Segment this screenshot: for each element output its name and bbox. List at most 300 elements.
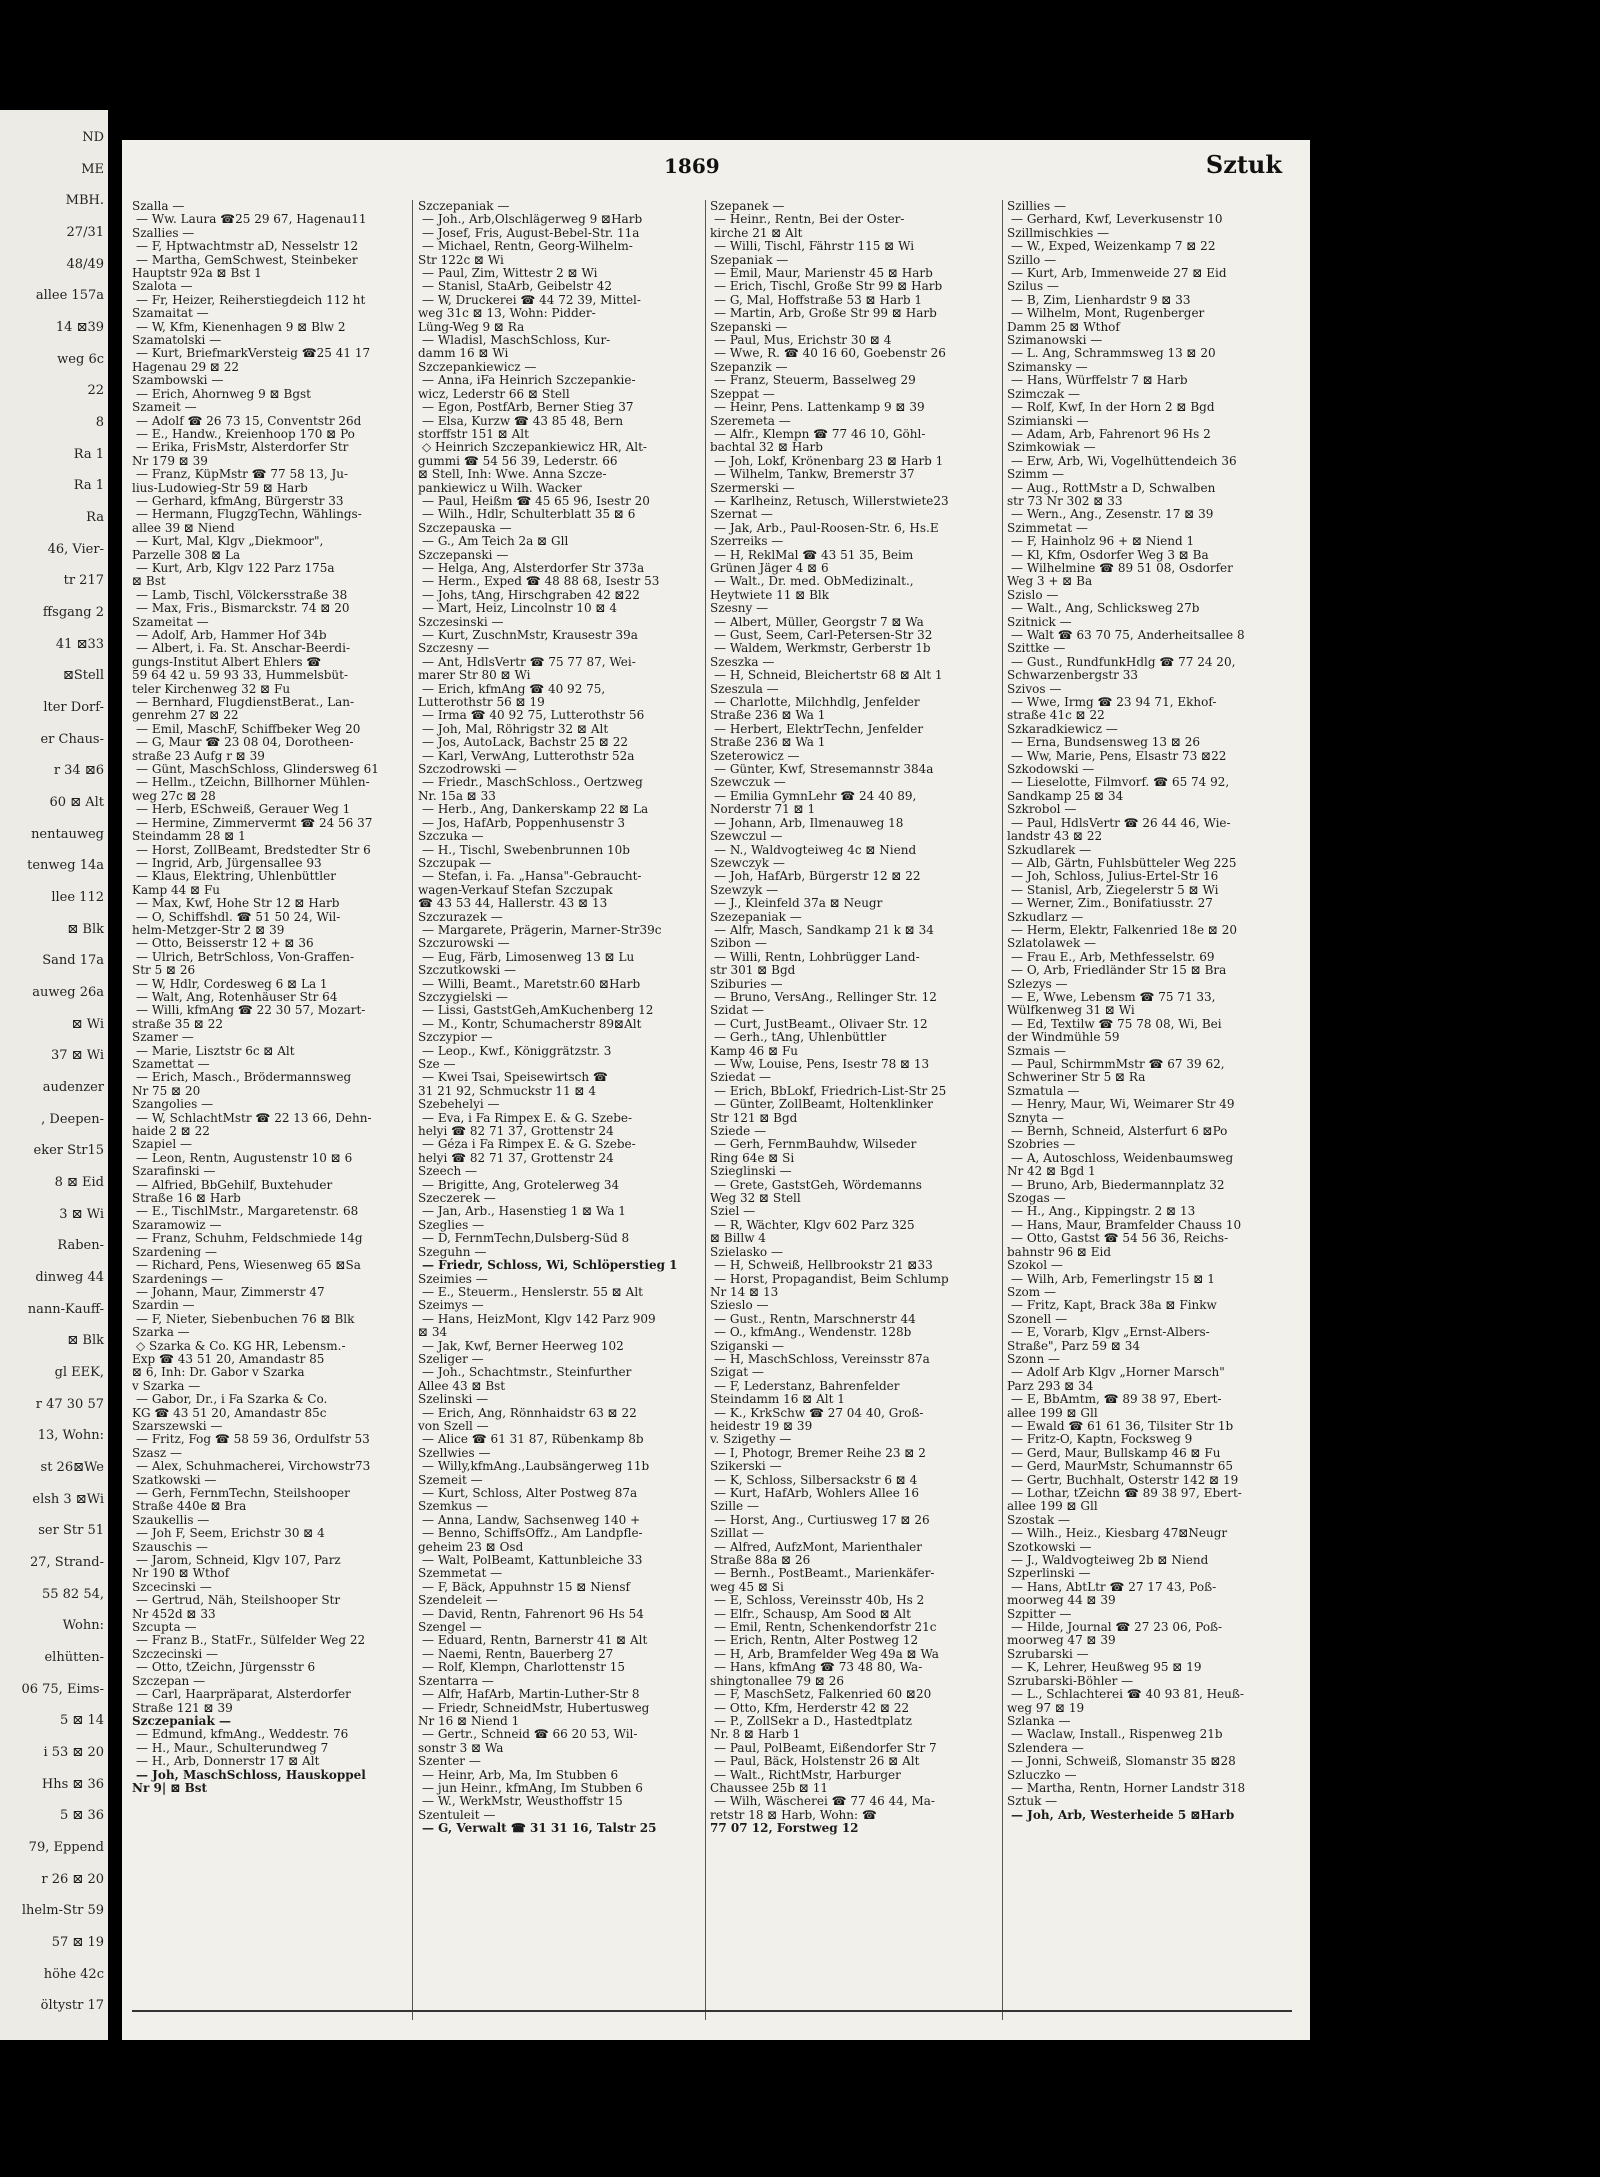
directory-entry: — Fritz, Fog ☎ 58 59 36, Ordulfstr 53: [136, 1433, 370, 1447]
directory-entry: Szczesny —: [418, 642, 490, 656]
directory-entry: moorweg 44 ⊠ 39: [1007, 1594, 1116, 1608]
directory-entry: — Wilh, Wäscherei ☎ 77 46 44, Ma-: [714, 1795, 935, 1809]
directory-entry: — Adolf, Arb, Hammer Hof 34b: [136, 629, 327, 642]
directory-entry: Szitnick —: [1007, 615, 1072, 629]
directory-entry: Szobries —: [1007, 1138, 1076, 1152]
directory-entry: Szillies —: [1007, 200, 1066, 213]
directory-entry: Nr 179 ⊠ 39: [132, 454, 208, 468]
directory-entry: — K., KrkSchw ☎ 27 04 40, Groß-: [714, 1406, 924, 1420]
left-page-fragment: ⊠Stell: [62, 668, 104, 684]
left-page-fragment: 60 ⊠ Alt: [49, 795, 104, 810]
left-page-fragment: eker Str15: [33, 1143, 104, 1159]
directory-entry: — Stanisl, StaArb, Geibelstr 42: [422, 280, 613, 294]
directory-entry: Sznyta —: [1007, 1111, 1064, 1125]
directory-entry: — E, BbAmtm, ☎ 89 38 97, Ebert-: [1011, 1393, 1222, 1407]
directory-entry: helyi ☎ 82 71 37, Grottenstr 24: [418, 1151, 614, 1165]
left-page-fragment: Hhs ⊠ 36: [41, 1776, 104, 1792]
left-page-fragment: Raben-: [57, 1238, 104, 1254]
directory-entry: Szislo —: [1007, 588, 1059, 602]
directory-entry: Szepanek —: [710, 200, 785, 213]
directory-entry: Szarafinski —: [132, 1165, 216, 1179]
directory-entry: — Waclaw, Install., Rispenweg 21b: [1011, 1728, 1223, 1742]
directory-entry: — Martin, Arb, Große Str 99 ⊠ Harb: [714, 307, 937, 321]
directory-entry: — F, Hptwachtmstr aD, Nesselstr 12: [136, 240, 359, 254]
directory-entry: — Alfried, BbGehilf, Buxtehuder: [136, 1178, 333, 1192]
directory-entry: Szibon —: [710, 937, 767, 951]
directory-entry: — Géza i Fa Rimpex E. & G. Szebe-: [422, 1138, 636, 1152]
directory-entry: Hagenau 29 ⊠ 22: [132, 360, 240, 374]
directory-entry: — Gerhard, Kwf, Leverkusenstr 10: [1011, 213, 1223, 227]
directory-entry: Szeguhn —: [418, 1245, 487, 1259]
directory-entry: — Jak, Arb., Paul-Roosen-Str. 6, Hs.E: [714, 521, 939, 535]
directory-entry: — Mart, Heiz, Lincolnstr 10 ⊠ 4: [422, 602, 617, 616]
directory-entry: — J., Waldvogteiweg 2b ⊠ Niend: [1011, 1554, 1209, 1568]
directory-entry: — Kwei Tsai, Speisewirtsch ☎: [422, 1071, 608, 1085]
directory-entry: gungs-Institut Albert Ehlers ☎: [132, 655, 322, 669]
directory-entry: Szkaradkiewicz —: [1007, 722, 1118, 736]
directory-entry: — Hans, AbtLtr ☎ 27 17 43, Poß-: [1011, 1580, 1217, 1594]
directory-entry: — Heinr, Pens. Lattenkamp 9 ⊠ 39: [714, 401, 925, 415]
directory-entry: — Günter, Kwf, Stresemannstr 384a: [714, 763, 934, 777]
directory-entry: — E., Steuerm., Henslerstr. 55 ⊠ Alt: [422, 1285, 643, 1299]
directory-entry: Sziel —: [710, 1205, 756, 1219]
directory-entry: Szlatolawek —: [1007, 937, 1097, 951]
directory-entry: — Lothar, tZeichn ☎ 89 38 97, Ebert-: [1011, 1487, 1242, 1500]
directory-entry: — Curt, JustBeamt., Olivaer Str. 12: [714, 1017, 928, 1031]
directory-entry: — Otto, Kfm, Herderstr 42 ⊠ 22: [714, 1701, 910, 1715]
left-page-fragment: llee 112: [51, 890, 104, 905]
directory-entry: — Kurt, Arb, Klgv 122 Parz 175a: [136, 561, 335, 575]
directory-entry: — Herbert, ElektrTechn, Jenfelder: [714, 722, 924, 736]
directory-entry: — Elfr., Schausp, Am Sood ⊠ Alt: [714, 1607, 911, 1621]
directory-entry: Szimmetat —: [1007, 521, 1088, 535]
directory-entry: — B, Zim, Lienhardstr 9 ⊠ 33: [1011, 293, 1191, 307]
directory-entry: — Alfred, AufzMont, Marienthaler: [714, 1540, 922, 1554]
directory-entry: Szmatula —: [1007, 1084, 1080, 1098]
directory-entry: Szczepan —: [132, 1674, 206, 1688]
directory-entry: — Wwe, Irmg ☎ 23 94 71, Ekhof-: [1011, 696, 1217, 710]
directory-entry: Szczutkowski —: [418, 964, 516, 978]
directory-entry: Nr 190 ⊠ Wthof: [132, 1567, 230, 1581]
directory-entry: der Windmühle 59: [1007, 1031, 1120, 1045]
directory-entry: — Eva, i Fa Rimpex E. & G. Szebe-: [422, 1111, 633, 1125]
directory-entry: — Marie, Lisztstr 6c ⊠ Alt: [136, 1044, 295, 1058]
directory-entry: Steindamm 16 ⊠ Alt 1: [710, 1393, 845, 1407]
directory-entry: — Wilhelm, Mont, Rugenberger: [1011, 307, 1205, 321]
directory-entry: Szepanski —: [710, 320, 788, 334]
directory-entry: Szaukellis —: [132, 1513, 210, 1527]
directory-entry: weg 27c ⊠ 28: [132, 789, 216, 803]
directory-entry: Szittke —: [1007, 642, 1066, 656]
directory-entry: — Joh, Mal, Röhrigstr 32 ⊠ Alt: [422, 722, 609, 736]
directory-entry: bachtal 32 ⊠ Harb: [710, 441, 823, 455]
left-page-fragment: 57 ⊠ 19: [51, 1935, 104, 1950]
left-page-fragment: öltystr 17: [40, 1998, 104, 2014]
directory-entry: — P., ZollSekr a D., Hastedtplatz: [714, 1714, 912, 1728]
left-page-fragment: allee 157a: [35, 288, 104, 304]
directory-entry: teler Kirchenweg 32 ⊠ Fu: [132, 682, 291, 696]
directory-entry: — Erich, kfmAng ☎ 40 92 75,: [422, 682, 606, 696]
directory-entry: Szczypior —: [418, 1031, 493, 1045]
directory-entry: Szalota —: [132, 280, 193, 294]
directory-entry: — Wilh., Heiz., Kiesbarg 47⊠Neugr: [1011, 1527, 1228, 1541]
directory-entry: Szeimies —: [418, 1272, 488, 1286]
directory-entry: Szeszula —: [710, 682, 779, 696]
directory-entry: Szpitter —: [1007, 1607, 1072, 1621]
directory-entry: — Horst, ZollBeamt, Bredstedter Str 6: [136, 843, 371, 857]
directory-entry: Szillmischkies —: [1007, 226, 1110, 240]
directory-entry: — Martha, GemSchwest, Steinbeker: [136, 253, 358, 267]
left-page-fragment: , Deepen-: [41, 1111, 104, 1127]
directory-entry: — Gerh, FernmBauhdw, Wilseder: [714, 1138, 917, 1152]
directory-entry: Ring 64e ⊠ Si: [710, 1151, 795, 1165]
directory-entry: Heytwiete 11 ⊠ Blk: [710, 588, 829, 602]
directory-entry: — Anna, Landw, Sachsenweg 140 +: [422, 1513, 641, 1527]
directory-entry: Szczygielski —: [418, 990, 508, 1004]
directory-entry: Szikerski —: [710, 1460, 782, 1474]
directory-entry: — Paul, PolBeamt, Eißendorfer Str 7: [714, 1741, 937, 1755]
directory-entry: — Jan, Arb., Hasenstieg 1 ⊠ Wa 1: [422, 1205, 626, 1219]
directory-entry: Szkudlarz —: [1007, 910, 1084, 924]
directory-entry: ⊠ Bst: [132, 575, 166, 589]
directory-entry: Szogas —: [1007, 1192, 1066, 1206]
directory-entry: Szillat —: [710, 1527, 764, 1541]
directory-entry: — Gertr, Buchhalt, Osterstr 142 ⊠ 19: [1011, 1473, 1239, 1487]
directory-entry: Sze —: [418, 1058, 456, 1071]
directory-entry: — Ant, HdlsVertr ☎ 75 77 87, Wei-: [422, 655, 636, 669]
directory-entry: ⊠ 6, Inh: Dr. Gabor v Szarka: [132, 1366, 305, 1380]
directory-entry: sonstr 3 ⊠ Wa: [418, 1741, 504, 1755]
directory-entry: — Adam, Arb, Fahrenort 96 Hs 2: [1011, 427, 1211, 441]
directory-entry: gummi ☎ 54 56 39, Lederstr. 66: [418, 454, 618, 468]
directory-entry: von Szell —: [418, 1419, 489, 1433]
left-page-fragment: nann-Kauff-: [27, 1301, 104, 1317]
directory-entry: — L. Ang, Schrammsweg 13 ⊠ 20: [1011, 347, 1216, 361]
directory-entry: Szebehelyi —: [418, 1098, 500, 1112]
directory-entry: Szonell —: [1007, 1312, 1068, 1326]
directory-entry: — Erich, Ahornweg 9 ⊠ Bgst: [136, 387, 311, 401]
directory-entry: Szonn —: [1007, 1352, 1061, 1366]
directory-entry: Szkudlarek —: [1007, 843, 1092, 857]
directory-entry: — W, Druckerei ☎ 44 72 39, Mittel-: [422, 293, 641, 307]
directory-entry: — Joh, HafArb, Bürgerstr 12 ⊠ 22: [714, 870, 921, 884]
directory-entry: — W, SchlachtMstr ☎ 22 13 66, Dehn-: [136, 1111, 372, 1125]
directory-entry: — Walt., Dr. med. ObMedizinalt.,: [714, 575, 914, 589]
directory-entry: — Walt, PolBeamt, Kattunbleiche 33: [422, 1554, 643, 1568]
directory-entry: — Gerd, MaurMstr, Schumannstr 65: [1011, 1460, 1233, 1474]
directory-entry: v. Szigethy —: [710, 1433, 792, 1447]
directory-entry: — David, Rentn, Fahrenort 96 Hs 54: [422, 1607, 644, 1621]
directory-entry: Szendeleit —: [418, 1594, 498, 1608]
directory-entry: — Paul, Bäck, Holstenstr 26 ⊠ Alt: [714, 1755, 920, 1769]
directory-entry: Szalla —: [132, 200, 185, 213]
directory-entry: haide 2 ⊠ 22: [132, 1125, 210, 1139]
directory-entry: moorweg 47 ⊠ 39: [1007, 1634, 1116, 1648]
left-page-fragment: weg 6c: [57, 351, 104, 367]
directory-entry: — Hermine, Zimmervermt ☎ 24 56 37: [136, 816, 373, 830]
left-page-fragment: 27/31: [66, 225, 104, 240]
directory-entry: Szemkus —: [418, 1500, 488, 1514]
directory-entry: — J., Kleinfeld 37a ⊠ Neugr: [714, 897, 883, 911]
directory-entry: — Stanisl, Arb, Ziegelerstr 5 ⊠ Wi: [1011, 883, 1219, 897]
directory-entry: — Michael, Rentn, Georg-Wilhelm-: [422, 240, 633, 254]
column-1: [132, 200, 407, 2030]
directory-entry: Straße 88a ⊠ 26: [710, 1554, 811, 1568]
directory-entry: — Hellm., tZeichn, Billhorner Mühlen-: [136, 776, 370, 790]
directory-entry: Szardenings —: [132, 1272, 224, 1286]
directory-entry: — Paul, Zim, Wittestr 2 ⊠ Wi: [422, 267, 598, 281]
directory-entry: Szczepauska —: [418, 521, 512, 535]
directory-entry: — Erich, Tischl, Große Str 99 ⊠ Harb: [714, 280, 943, 294]
directory-entry: Nr 9| ⊠ Bst: [132, 1781, 208, 1795]
directory-entry: — Rolf, Klempn, Charlottenstr 15: [422, 1661, 626, 1675]
directory-entry: Szamer —: [132, 1031, 194, 1045]
directory-entry: — Emil, Rentn, Schenkendorfstr 21c: [714, 1621, 937, 1635]
directory-entry: — Gertr., Schneid ☎ 66 20 53, Wil-: [422, 1728, 638, 1742]
directory-entry: Szczuka —: [418, 830, 484, 844]
left-page-fragment: ffsgang 2: [42, 605, 104, 620]
directory-entry: — H., Arb, Donnerstr 17 ⊠ Alt: [136, 1755, 320, 1769]
directory-entry: Szkodowski —: [1007, 763, 1095, 777]
directory-entry: — N., Waldvogteiweg 4c ⊠ Niend: [714, 843, 917, 857]
directory-entry: — Otto, Beisserstr 12 + ⊠ 36: [136, 937, 314, 951]
directory-entry: — Walt ☎ 63 70 75, Anderheitsallee 8: [1011, 629, 1245, 642]
directory-entry: kirche 21 ⊠ Alt: [710, 226, 803, 240]
directory-entry: Allee 43 ⊠ Bst: [418, 1379, 506, 1393]
directory-entry: — H., Maur., Schulterundweg 7: [136, 1741, 329, 1755]
left-page-fragment: MBH.: [65, 193, 104, 209]
directory-entry: — Jos, AutoLack, Bachstr 25 ⊠ 22: [422, 736, 628, 750]
left-page-fragment: Ra 1: [73, 446, 104, 462]
directory-entry: — Erich, Rentn, Alter Postweg 12: [714, 1634, 919, 1648]
directory-entry: — Kurt, HafArb, Wohlers Allee 16: [714, 1487, 919, 1500]
left-page-fragment: 8 ⊠ Eid: [54, 1175, 104, 1190]
directory-entry: Szentarra —: [418, 1674, 494, 1688]
directory-entry: — O., kfmAng., Wendenstr. 128b: [714, 1326, 912, 1340]
directory-entry: — Margarete, Prägerin, Marner-Str39c: [422, 923, 662, 937]
directory-entry: — Kurt, ZuschnMstr, Krausestr 39a: [422, 629, 638, 642]
directory-entry: marer Str 80 ⊠ Wi: [418, 669, 531, 683]
directory-entry: Szesny —: [710, 602, 769, 616]
directory-entry: Szeterowicz —: [710, 749, 800, 763]
directory-entry: — Ww, Louise, Pens, Isestr 78 ⊠ 13: [714, 1058, 930, 1071]
directory-entry: — Erich, BbLokf, Friedrich-List-Str 25: [714, 1084, 947, 1098]
directory-entry: Szilus —: [1007, 280, 1059, 294]
directory-entry: — Bernh., PostBeamt., Marienkäfer-: [714, 1567, 935, 1581]
left-page-fragment: 79, Eppend: [28, 1840, 104, 1855]
directory-entry: — Frau E., Arb, Methfesselstr. 69: [1011, 950, 1215, 964]
directory-entry: — Alfr, Masch, Sandkamp 21 k ⊠ 34: [714, 923, 934, 937]
directory-entry: — H., Tischl, Swebenbrunnen 10b: [422, 843, 630, 857]
directory-entry: — G, Maur ☎ 23 08 04, Dorotheen-: [136, 736, 354, 750]
directory-entry: Szieslo —: [710, 1299, 769, 1313]
directory-entry: Szamatolski —: [132, 334, 222, 348]
left-page-fragment: 41 ⊠33: [55, 636, 104, 652]
directory-entry: — Max, Fris., Bismarckstr. 74 ⊠ 20: [136, 602, 350, 616]
directory-entry: — Herb, ESchweiß, Gerauer Weg 1: [136, 803, 351, 817]
directory-entry: — Naemi, Rentn, Bauerberg 27: [422, 1647, 614, 1661]
directory-entry: — Henry, Maur, Wi, Weimarer Str 49: [1011, 1098, 1235, 1112]
directory-entry: — Horst, Ang., Curtiusweg 17 ⊠ 26: [714, 1513, 930, 1527]
directory-entry: — Ulrich, BetrSchloss, Von-Graffen-: [136, 950, 355, 964]
directory-entry: — Edmund, kfmAng., Weddestr. 76: [136, 1728, 349, 1742]
directory-entry: Szeimys —: [418, 1299, 484, 1313]
directory-entry: — Werner, Zim., Bonifatiusstr. 27: [1011, 897, 1213, 911]
directory-entry: Szille —: [710, 1500, 759, 1514]
directory-entry: — Josef, Fris, August-Bebel-Str. 11a: [422, 226, 640, 240]
left-page-fragment: 5 ⊠ 14: [60, 1713, 104, 1729]
directory-entry: — Willi, kfmAng ☎ 22 30 57, Mozart-: [136, 1004, 366, 1018]
directory-entry: — F, Hainholz 96 + ⊠ Niend 1: [1011, 535, 1195, 549]
directory-entry: — Herm, Elektr, Falkenried 18e ⊠ 20: [1011, 923, 1238, 937]
directory-entry: — Kurt, BriefmarkVersteig ☎25 41 17: [136, 347, 371, 361]
directory-entry: — L., Schlachterei ☎ 40 93 81, Heuß-: [1011, 1688, 1244, 1702]
directory-entry: straße 41c ⊠ 22: [1007, 709, 1105, 723]
column-3: [710, 200, 998, 2030]
left-page-fragment: 37 ⊠ Wi: [51, 1048, 104, 1064]
directory-entry: — Wladisl, MaschSchloss, Kur-: [422, 334, 611, 348]
directory-entry: Szczodrowski —: [418, 763, 517, 777]
directory-entry: — Joh, MaschSchloss, Hauskoppel: [136, 1768, 366, 1782]
directory-entry: — O, Schiffshdl. ☎ 51 50 24, Wil-: [136, 910, 341, 924]
directory-entry: — Willi, Beamt., Maretstr.60 ⊠Harb: [422, 977, 641, 991]
directory-entry: Szimczak —: [1007, 387, 1081, 401]
directory-entry: Szewczul —: [710, 830, 783, 844]
directory-page: [122, 140, 1310, 2040]
directory-entry: Szauschis —: [132, 1540, 208, 1554]
directory-entry: — Erich, Ang, Rönnhaidstr 63 ⊠ 22: [422, 1406, 637, 1420]
directory-entry: — Albert, i. Fa. St. Anschar-Beerdi-: [136, 642, 351, 656]
left-page-fragment: 22: [87, 383, 104, 399]
directory-entry: — Paul, SchirmmMstr ☎ 67 39 62,: [1011, 1058, 1225, 1071]
directory-entry: genrehm 27 ⊠ 22: [132, 709, 239, 723]
directory-entry: — Jak, Kwf, Berner Heerweg 102: [422, 1339, 624, 1353]
directory-entry: Szlendera —: [1007, 1741, 1084, 1755]
left-page-fragment: 8: [95, 415, 104, 430]
directory-entry: — Martha, Rentn, Horner Landstr 318: [1011, 1781, 1246, 1795]
directory-entry: ⊠ 34: [418, 1326, 448, 1340]
directory-entry: — Aug., RottMstr a D, Schwalben: [1011, 481, 1216, 495]
directory-entry: — Wern., Ang., Zesenstr. 17 ⊠ 39: [1011, 508, 1214, 522]
left-page-fragment: ⊠ Blk: [67, 1333, 104, 1349]
directory-entry: Szentuleit —: [418, 1808, 496, 1822]
directory-entry: — Erna, Bundsensweg 13 ⊠ 26: [1011, 736, 1201, 750]
directory-entry: shingtonallee 79 ⊠ 26: [710, 1674, 844, 1688]
directory-entry: allee 39 ⊠ Niend: [132, 521, 235, 535]
left-page-fragment: r 47 30 57: [35, 1396, 104, 1412]
directory-entry: Szcecinski —: [132, 1580, 212, 1594]
directory-entry: Szom —: [1007, 1285, 1056, 1299]
directory-entry: Szczurowski —: [418, 937, 510, 951]
directory-entry: — Gust., RundfunkHdlg ☎ 77 24 20,: [1011, 655, 1236, 669]
directory-entry: ◇ Szarka & Co. KG HR, Lebensm.-: [136, 1339, 346, 1353]
directory-entry: Szerreiks —: [710, 535, 784, 549]
column-rule: [412, 200, 413, 2020]
directory-entry: Szapiel —: [132, 1138, 192, 1152]
directory-entry: ◇ Heinrich Szczepankiewicz HR, Alt-: [422, 441, 647, 455]
directory-entry: — Franz, Steuerm, Basselweg 29: [714, 374, 916, 388]
left-page-fragment: i 53 ⊠ 20: [43, 1745, 104, 1760]
directory-entry: — Hilde, Journal ☎ 27 23 06, Poß-: [1011, 1621, 1223, 1635]
directory-entry: — Heinr., Rentn, Bei der Oster-: [714, 213, 905, 227]
directory-entry: — Karlheinz, Retusch, Willerstwiete23: [714, 494, 949, 508]
left-page-fragment: 5 ⊠ 36: [60, 1808, 104, 1824]
directory-entry: — Wilh., Hdlr, Schulterblatt 35 ⊠ 6: [422, 508, 636, 522]
directory-entry: — Jonni, Schweiß, Slomanstr 35 ⊠28: [1011, 1755, 1236, 1769]
directory-entry: Schwarzenbergstr 33: [1007, 669, 1138, 683]
directory-entry: damm 16 ⊠ Wi: [418, 347, 509, 361]
directory-entry: Szamettat —: [132, 1058, 210, 1071]
directory-entry: Straße 121 ⊠ 39: [132, 1701, 233, 1715]
directory-entry: Szrubarski —: [1007, 1647, 1089, 1661]
directory-entry: — Gabor, Dr., i Fa Szarka & Co.: [136, 1393, 328, 1407]
left-page-fragment: Sand 17a: [42, 953, 104, 969]
left-page-fragment: 55 82 54,: [41, 1586, 104, 1602]
directory-entry: — F, Bäck, Appuhnstr 15 ⊠ Niensf: [422, 1580, 630, 1594]
directory-entry: — W, Kfm, Kienenhagen 9 ⊠ Blw 2: [136, 320, 346, 334]
directory-entry: geheim 23 ⊠ Osd: [418, 1540, 524, 1554]
directory-entry: — Adolf Arb Klgv „Horner Marsch": [1011, 1366, 1225, 1380]
directory-entry: Szezepaniak —: [710, 910, 802, 924]
directory-entry: Szcupta —: [132, 1621, 197, 1635]
directory-entry: Szczepanski —: [418, 548, 509, 562]
directory-entry: — Walt, Ang, Rotenhäuser Str 64: [136, 990, 338, 1004]
directory-entry: Parz 293 ⊠ 34: [1007, 1379, 1094, 1393]
directory-entry: Szewzyk —: [710, 883, 779, 897]
directory-entry: Hauptstr 92a ⊠ Bst 1: [132, 267, 262, 281]
directory-entry: Szperlinski —: [1007, 1567, 1091, 1581]
directory-entry: Szivos —: [1007, 682, 1062, 696]
directory-entry: Szallies —: [132, 226, 195, 240]
directory-entry: Szemmetat —: [418, 1567, 503, 1581]
directory-entry: Straße 236 ⊠ Wa 1: [710, 736, 826, 750]
directory-entry: Szewczyk —: [710, 856, 785, 870]
directory-entry: heidestr 19 ⊠ 39: [710, 1419, 813, 1433]
directory-entry: — Friedr, Schloss, Wi, Schlöperstieg 1: [422, 1259, 678, 1273]
directory-entry: — Emil, MaschF, Schiffbeker Weg 20: [136, 722, 361, 736]
directory-entry: Szeglies —: [418, 1218, 485, 1232]
directory-entry: — Gerh., tAng, Uhlenbüttler: [714, 1031, 887, 1045]
directory-entry: Weg 32 ⊠ Stell: [710, 1192, 801, 1206]
directory-entry: allee 199 ⊠ Gll: [1007, 1406, 1098, 1420]
directory-entry: straße 35 ⊠ 22: [132, 1017, 224, 1031]
directory-entry: lius-Ludowieg-Str 59 ⊠ Harb: [132, 481, 308, 495]
directory-entry: Szczupak —: [418, 856, 492, 870]
directory-entry: Parzelle 308 ⊠ La: [132, 548, 241, 562]
directory-entry: Szarszewski —: [132, 1419, 223, 1433]
directory-entry: — Otto, tZeichn, Jürgensstr 6: [136, 1661, 316, 1675]
directory-entry: — Adolf ☎ 26 73 15, Conventstr 26d: [136, 414, 362, 428]
directory-entry: Szlanka —: [1007, 1714, 1071, 1728]
left-page-fragment: 27, Strand-: [30, 1555, 104, 1570]
directory-entry: — Joh, Lokf, Krönenbarg 23 ⊠ Harb 1: [714, 454, 944, 468]
directory-entry: weg 31c ⊠ 13, Wohn: Pidder-: [418, 307, 596, 321]
directory-entry: — K, Schloss, Silbersackstr 6 ⊠ 4: [714, 1473, 918, 1487]
left-page-fragment: höhe 42c: [43, 1966, 104, 1982]
directory-entry: — Bruno, VersAng., Rellinger Str. 12: [714, 990, 937, 1004]
directory-entry: Nr 16 ⊠ Niend 1: [418, 1714, 520, 1728]
directory-entry: Nr 75 ⊠ 20: [132, 1084, 201, 1098]
directory-entry: — Anna, iFa Heinrich Szczepankie-: [422, 374, 636, 388]
directory-entry: — Friedr., MaschSchloss., Oertzweg: [422, 776, 643, 790]
left-page-fragment: tenweg 14a: [27, 858, 104, 874]
directory-entry: ⊠ Stell, Inh: Wwe. Anna Szcze-: [418, 468, 607, 482]
left-page-fragment: r 34 ⊠6: [53, 763, 104, 779]
directory-entry: — O, Arb, Friedländer Str 15 ⊠ Bra: [1011, 964, 1227, 978]
directory-entry: Kamp 44 ⊠ Fu: [132, 883, 221, 897]
directory-entry: Steindamm 28 ⊠ 1: [132, 830, 246, 844]
directory-entry: — Heinr, Arb, Ma, Im Stubben 6: [422, 1768, 619, 1782]
